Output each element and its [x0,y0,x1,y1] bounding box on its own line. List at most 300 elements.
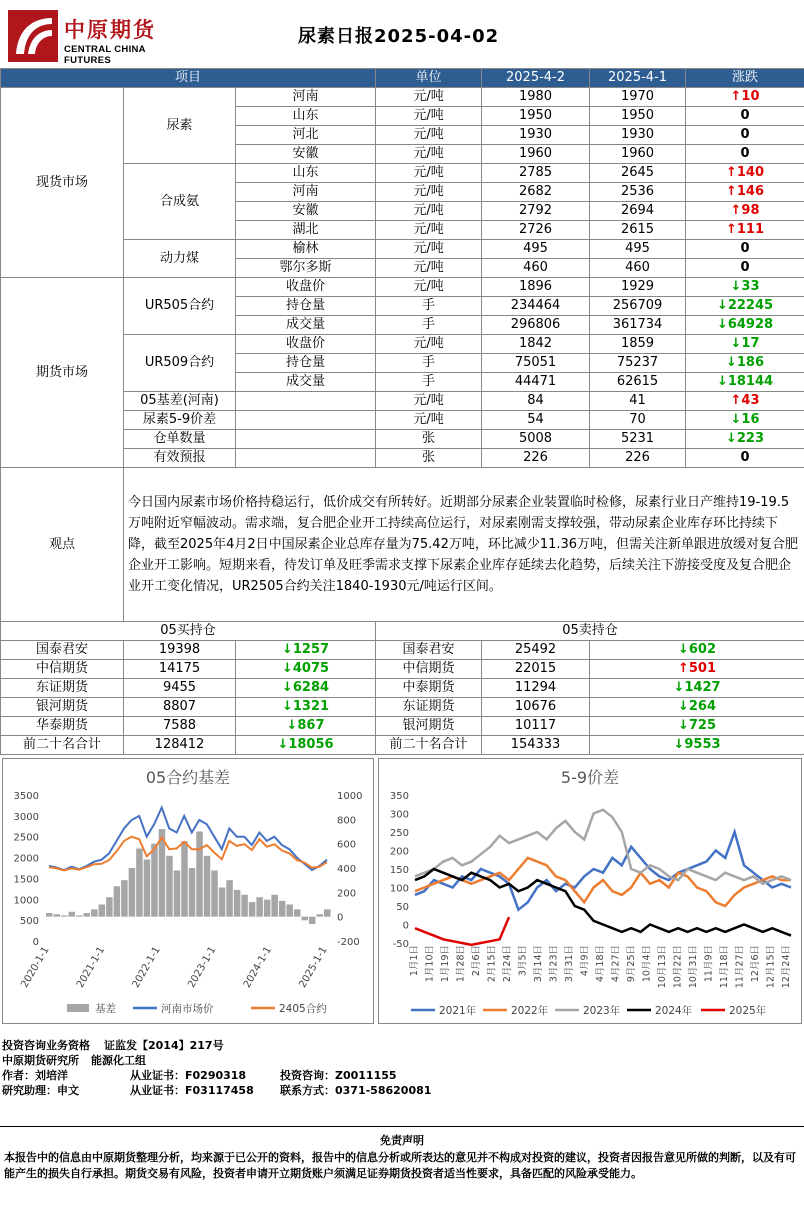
basis-bar [271,895,278,917]
y-tick-label: 3000 [13,811,39,823]
x-tick-label: 10月31日 [688,945,699,989]
row-label: 湖北 [236,221,376,240]
change-cell [686,373,804,392]
row-label: 山东 [236,107,376,126]
company-logo [8,10,188,66]
position-value: 154333 [482,736,590,755]
basis-bar [69,912,76,917]
value-cell: 2694 [590,202,686,221]
y-tick-label: 2000 [13,853,39,865]
basis-bar [174,870,181,916]
arrow-down-icon: ↓ [281,642,293,657]
basis-bar [54,914,61,916]
basis-bar [226,880,233,916]
unit-cell: 手 [376,316,482,335]
value-cell: 1980 [482,88,590,107]
x-tick-label: 3月23日 [548,945,560,983]
y-tick-label: 2500 [13,832,39,844]
unit-cell: 元/吨 [376,221,482,240]
contact-label: 联系方式： [280,1084,335,1097]
position-value: 19398 [124,641,236,660]
arrow-down-icon: ↓ [677,642,689,657]
x-tick-label: 1月28日 [455,945,467,983]
change-cell [236,698,376,717]
change-cell [686,145,804,164]
header-unit: 单位 [376,69,482,88]
x-tick-label: 2020-1-1 [19,945,52,990]
header-item: 项目 [1,69,376,88]
position-value: 11294 [482,679,590,698]
change-value: 0 [740,108,750,123]
position-value: 25492 [482,641,590,660]
position-value: 7588 [124,717,236,736]
arrow-up-icon: ↑ [730,393,742,408]
basis-bar [91,909,98,916]
y-tick-label: 0 [402,920,409,932]
y2-tick-label: 0 [337,912,344,924]
value-cell: 1960 [590,145,686,164]
value-cell: 460 [482,259,590,278]
spread-chart-title: 5-9价差 [560,768,620,787]
basis-bar [99,905,106,917]
value-cell: 5231 [590,430,686,449]
basis-bar [106,897,113,916]
basis-bar [61,915,67,916]
value-cell: 296806 [482,316,590,335]
value-cell: 2536 [590,183,686,202]
change-value: 0 [740,450,750,465]
arrow-down-icon: ↓ [725,431,737,446]
x-tick-label: 4月18日 [595,945,606,983]
value-cell: 2682 [482,183,590,202]
value-cell: 1859 [590,335,686,354]
position-value: 22015 [482,660,590,679]
header-date-2: 2025-4-1 [590,69,686,88]
row-label: 成交量 [236,316,376,335]
value-cell: 75051 [482,354,590,373]
consult-cert: 投资咨询：Z0011155 [280,1069,397,1082]
value-cell: 460 [590,259,686,278]
spread-chart [378,758,802,1024]
legend-label: 2022年 [511,1005,549,1017]
broker-name: 国泰君安 [1,641,124,660]
x-tick-label: 2021-1-1 [74,945,108,990]
change-cell [236,717,376,736]
change-value: 223 [736,431,765,446]
arrow-up-icon: ↑ [730,89,742,104]
broker-name: 国泰君安 [376,641,482,660]
unit-cell: 元/吨 [376,411,482,430]
value-cell: 2792 [482,202,590,221]
arrow-up-icon: ↑ [725,184,737,199]
sell-positions-title: 05卖持仓 [376,622,804,641]
table-header-row [1,69,804,88]
x-tick-label: 12月15日 [765,945,777,989]
basis-bar [151,844,158,917]
basis-bar [121,880,128,916]
unit-cell: 元/吨 [376,88,482,107]
report-header [0,0,804,68]
change-value: 0 [740,146,750,161]
change-value: 10 [741,89,760,104]
x-tick-label: 2025-1-1 [297,945,330,990]
x-tick-label: 1月1日 [409,945,420,977]
x-tick-label: 2024-1-1 [241,945,274,990]
value-cell: 41 [590,392,686,411]
empty-cell [236,430,376,449]
x-tick-label: 2月6日 [471,945,482,977]
y-tick-label: 100 [389,883,409,895]
position-value: 9455 [124,679,236,698]
position-value: 128412 [124,736,236,755]
basis-bar [279,901,286,917]
x-tick-label: 10月4日 [641,945,653,983]
change-cell [686,278,804,297]
value-cell: 1950 [590,107,686,126]
change-value: 111 [736,222,765,237]
x-tick-label: 3月14日 [533,945,544,983]
y-tick-label: 1000 [13,895,39,907]
page-title: 尿素日报2025-04-02 [298,26,500,47]
change-cell [686,449,804,468]
row-label: 收盘价 [236,335,376,354]
y-tick-label: 300 [389,809,409,821]
unit-cell: 元/吨 [376,335,482,354]
logo-en-text: CENTRAL CHINA FUTURES [64,44,146,66]
basis-bar [181,841,188,916]
author-cert: 从业证书：F0290318 [130,1069,247,1082]
legend-label: 2024年 [655,1005,693,1017]
value-cell: 1960 [482,145,590,164]
arrow-down-icon: ↓ [716,317,728,332]
empty-cell [236,449,376,468]
position-value: 10117 [482,717,590,736]
basis-bar [76,915,83,916]
unit-cell: 元/吨 [376,259,482,278]
arrow-down-icon: ↓ [725,355,737,370]
empty-cell [236,411,376,430]
basis-bar [286,905,293,917]
unit-cell: 手 [376,354,482,373]
position-value: 14175 [124,660,236,679]
change-cell [686,107,804,126]
unit-cell: 张 [376,430,482,449]
broker-name: 中信期货 [1,660,124,679]
change-value: 146 [736,184,765,199]
broker-name: 中信期货 [376,660,482,679]
qualification-label: 投资咨询业务资格 [2,1039,90,1052]
value-cell: 1930 [590,126,686,145]
unit-cell: 张 [376,449,482,468]
x-tick-label: 4月9日 [579,945,591,977]
series-line [49,808,327,871]
x-tick-label: 11月27日 [734,945,746,989]
value-cell: 495 [482,240,590,259]
value-cell: 1929 [590,278,686,297]
change-value: 0 [740,260,750,275]
change-value: 6284 [292,680,330,695]
arrow-down-icon: ↓ [673,680,685,695]
arrow-down-icon: ↓ [281,661,293,676]
arrow-down-icon: ↓ [286,718,298,733]
qualification-value: 证监发【2014】217号 [104,1039,224,1052]
basis-bar [249,902,256,917]
change-cell [236,679,376,698]
market-table [0,68,804,755]
row-label: 成交量 [236,373,376,392]
buy-positions-title: 05买持仓 [1,622,376,641]
group-label: 仓单数量 [124,430,236,449]
change-cell [686,392,804,411]
unit-cell: 元/吨 [376,202,482,221]
header-date-1: 2025-4-2 [482,69,590,88]
arrow-down-icon: ↓ [730,412,742,427]
y-tick-label: 3500 [13,791,39,802]
value-cell: 234464 [482,297,590,316]
unit-cell: 元/吨 [376,126,482,145]
unit-cell: 元/吨 [376,183,482,202]
arrow-down-icon: ↓ [277,737,289,752]
group-label: UR509合约 [124,335,236,392]
basis-chart-title: 05合约基差 [145,768,231,787]
change-value: 22245 [727,298,774,313]
change-cell [590,641,804,660]
position-row [1,736,804,755]
value-cell: 226 [482,449,590,468]
value-cell: 70 [590,411,686,430]
logo-mark-icon [8,10,58,62]
empty-cell [236,392,376,411]
change-value: 1427 [684,680,721,695]
change-cell [236,641,376,660]
table-row [1,278,804,297]
row-label: 持仓量 [236,354,376,373]
basis-bar [309,917,316,924]
basis-bar [136,849,143,917]
value-cell: 75237 [590,354,686,373]
legend-swatch [67,1004,89,1012]
change-cell [686,126,804,145]
group-label: 05基差(河南) [124,392,236,411]
basis-bar [114,886,121,916]
basis-bar [219,887,226,916]
arrow-down-icon: ↓ [677,699,689,714]
change-cell [686,316,804,335]
y-tick-label: 500 [19,916,39,928]
group-label: 有效预报 [124,449,236,468]
position-row [1,698,804,717]
change-value: 725 [688,718,717,733]
legend-label: 河南市场价 [161,1003,214,1015]
change-cell [686,430,804,449]
change-cell [686,335,804,354]
change-cell [236,660,376,679]
unit-cell: 元/吨 [376,392,482,411]
change-cell [686,202,804,221]
analyst-info [2,1038,431,1098]
arrow-down-icon: ↓ [677,718,689,733]
basis-bar [234,890,241,917]
arrow-up-icon: ↑ [677,661,689,676]
change-value: 501 [688,661,717,676]
value-cell: 62615 [590,373,686,392]
broker-name: 华泰期货 [1,717,124,736]
unit-cell: 元/吨 [376,145,482,164]
series-line [415,832,791,910]
value-cell: 2645 [590,164,686,183]
group-label: 尿素5-9价差 [124,411,236,430]
group-label: 尿素 [124,88,236,164]
broker-name: 东证期货 [1,679,124,698]
change-cell [686,259,804,278]
x-tick-label: 2023-1-1 [186,945,219,990]
row-label: 榆林 [236,240,376,259]
value-cell: 2726 [482,221,590,240]
y-tick-label: 350 [389,791,409,802]
broker-name: 东证期货 [376,698,482,717]
broker-name: 前二十名合计 [1,736,124,755]
arrow-down-icon: ↓ [716,298,728,313]
author: 作者：刘培洋 [2,1069,68,1082]
value-cell: 1842 [482,335,590,354]
y2-tick-label: 600 [337,839,357,851]
basis-bar [294,909,301,916]
x-tick-label: 4月27日 [610,945,622,983]
change-cell [590,717,804,736]
basis-bar [241,895,248,917]
arrow-up-icon: ↑ [725,222,737,237]
y-tick-label: -50 [392,939,409,950]
series-line [415,858,791,906]
y2-tick-label: 1000 [337,791,363,802]
position-value: 10676 [482,698,590,717]
research-assistant: 研究助理：申文 [2,1084,79,1097]
x-tick-label: 11月9日 [703,945,715,983]
basis-bar [189,868,196,917]
arrow-up-icon: ↑ [725,165,737,180]
viewpoint-row [1,468,804,622]
basis-bar [46,913,53,917]
y-tick-label: 250 [389,828,409,839]
position-row [1,717,804,736]
legend-label: 2405合约 [279,1003,327,1015]
change-value: 186 [736,355,765,370]
unit-cell: 手 [376,373,482,392]
change-value: 16 [741,412,760,427]
unit-cell: 元/吨 [376,164,482,183]
value-cell: 2785 [482,164,590,183]
change-cell [590,736,804,755]
row-label: 安徽 [236,145,376,164]
change-value: 264 [688,699,717,714]
change-value: 9553 [684,737,721,752]
x-tick-label: 3月31日 [564,945,575,983]
value-cell: 226 [590,449,686,468]
x-tick-label: 11月18日 [719,945,730,989]
y-tick-label: 200 [389,846,409,858]
row-label: 河北 [236,126,376,145]
value-cell: 1970 [590,88,686,107]
group-label: 动力煤 [124,240,236,278]
disclaimer [0,1126,804,1207]
change-cell [686,240,804,259]
basis-bar [166,856,173,917]
series-line [49,837,327,871]
unit-cell: 元/吨 [376,240,482,259]
arrow-down-icon: ↓ [281,699,293,714]
change-value: 0 [740,241,750,256]
basis-bar [204,856,211,917]
logo-cn-text: 中原期货 [64,17,156,42]
viewpoint-label: 观点 [1,468,124,622]
value-cell: 84 [482,392,590,411]
value-cell: 2615 [590,221,686,240]
unit-cell: 元/吨 [376,278,482,297]
change-value: 0 [740,127,750,142]
change-value: 1321 [292,699,330,714]
change-value: 43 [741,393,760,408]
basis-bar [144,859,151,916]
value-cell: 5008 [482,430,590,449]
unit-cell: 元/吨 [376,107,482,126]
basis-bar [324,909,331,916]
change-cell [686,354,804,373]
value-cell: 361734 [590,316,686,335]
value-cell: 1950 [482,107,590,126]
change-cell [590,660,804,679]
basis-chart-svg [3,759,375,1025]
position-row [1,641,804,660]
x-tick-label: 1月10日 [424,945,436,983]
group-label: 合成氨 [124,164,236,240]
unit-cell: 手 [376,297,482,316]
disclaimer-text: 本报告中的信息由中原期货整理分析，均来源于已公开的资料，报告中的信息分析或所表达的意见并不构成对投资的建议，投资者因报告意见所做的判断，以及有可能产生的损失自行承担。期货交易有风险，投资者申请开立期货账户须满足证券期货投资者适当性要求，具备匹配的风险承受能力。 [4,1151,796,1180]
position-row [1,679,804,698]
row-label: 山东 [236,164,376,183]
group-label: UR505合约 [124,278,236,335]
basis-bar [316,914,323,916]
x-tick-label: 10月13日 [657,945,668,989]
row-label: 收盘价 [236,278,376,297]
y-tick-label: 150 [389,865,409,876]
x-tick-label: 9月25日 [626,945,637,983]
row-label: 河南 [236,88,376,107]
basis-bar [84,913,91,917]
section-label: 期货市场 [1,278,124,468]
contact-value: 0371-58620081 [335,1084,432,1097]
value-cell: 54 [482,411,590,430]
x-tick-label: 2月24日 [502,945,513,983]
arrow-down-icon: ↓ [281,680,293,695]
row-label: 河南 [236,183,376,202]
value-cell: 1896 [482,278,590,297]
change-cell [686,411,804,430]
basis-bar [256,897,263,916]
change-value: 4075 [292,661,330,676]
change-value: 33 [741,279,760,294]
change-value: 98 [741,203,760,218]
broker-name: 银河期货 [376,717,482,736]
change-cell [686,164,804,183]
x-tick-label: 2022-1-1 [130,945,163,990]
arrow-down-icon: ↓ [730,336,742,351]
change-value: 140 [736,165,765,180]
disclaimer-title: 免责声明 [380,1134,424,1147]
x-tick-label: 12月6日 [750,945,761,983]
change-cell [686,221,804,240]
value-cell: 44471 [482,373,590,392]
arrow-down-icon: ↓ [673,737,685,752]
